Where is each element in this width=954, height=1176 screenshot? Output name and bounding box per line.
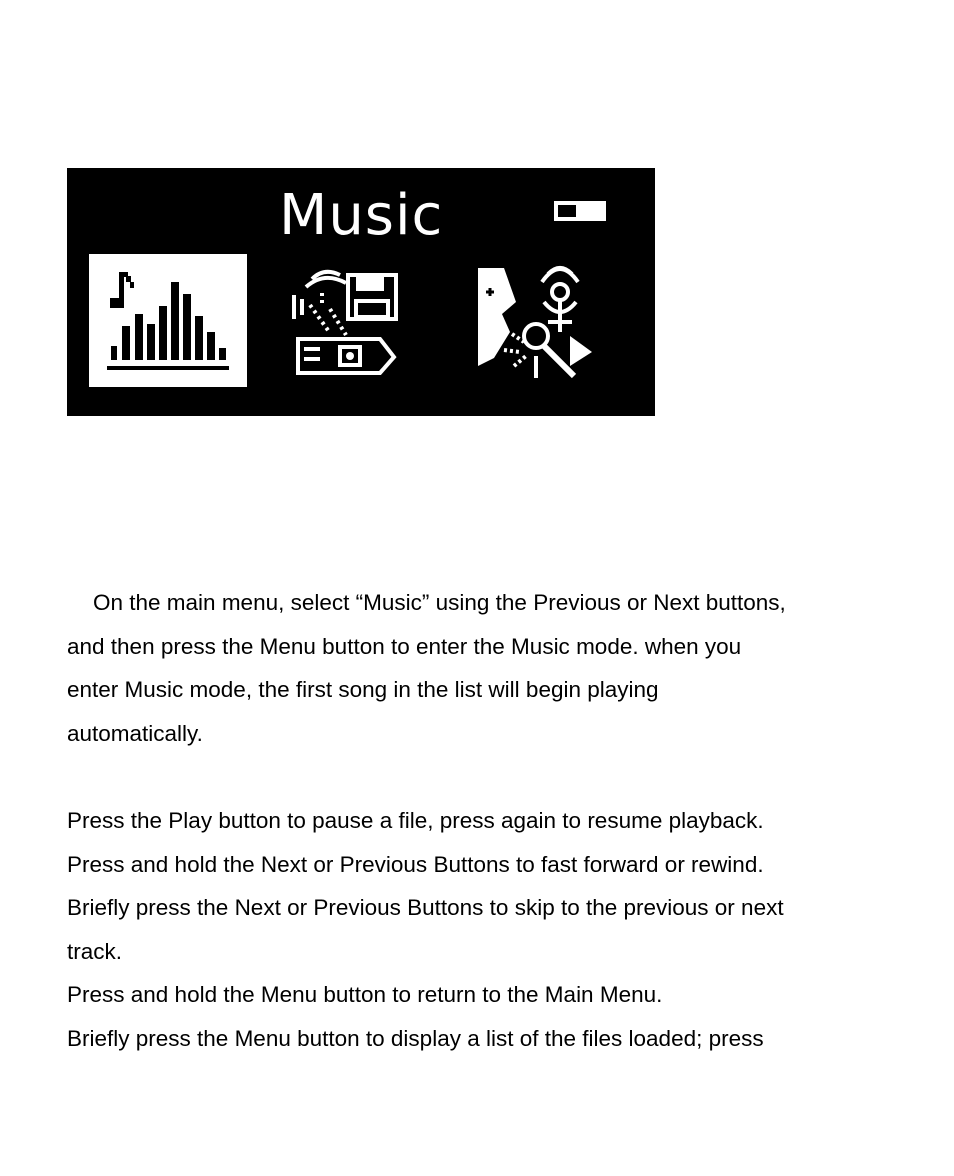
text-line: Press the Play button to pause a file, press again to resume playback.: [67, 808, 764, 833]
text-line: Briefly press the Next or Previous Buttons to skip to the previous or next: [67, 895, 784, 920]
text-line: enter Music mode, the first song in the list will begin playing: [67, 677, 659, 702]
battery-icon: [552, 198, 610, 224]
text-line: Briefly press the Menu button to display a list of the files loaded; press: [67, 1025, 764, 1051]
text-line: Press and hold the Next or Previous Buttons to fast forward or rewind.: [67, 851, 764, 877]
screen-title: Music: [279, 183, 444, 248]
text-line: and then press the Menu button to enter the Music mode. when you: [67, 633, 742, 659]
music-equalizer-icon[interactable]: [89, 254, 247, 387]
intro-paragraph: [67, 581, 897, 755]
fm-radio-icon[interactable]: [474, 262, 599, 382]
voice-recorder-icon[interactable]: [290, 263, 410, 378]
text-line: Press and hold the Menu button to return to the Main Menu.: [67, 982, 663, 1007]
text-line: On the main menu, select “Music” using the Previous or Next buttons,: [93, 590, 786, 615]
text-line: automatically.: [67, 720, 203, 746]
controls-paragraph: [67, 799, 897, 1060]
text-line: track.: [67, 938, 123, 964]
